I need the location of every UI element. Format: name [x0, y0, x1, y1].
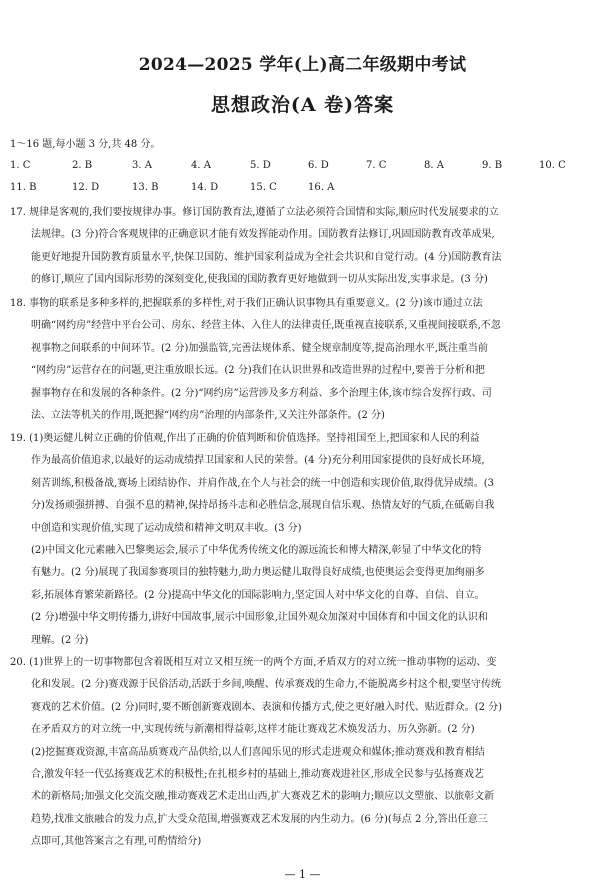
page-number: — 1 — — [284, 868, 321, 881]
answer-item: 15. C — [250, 182, 277, 193]
question-20-answer — [10, 652, 596, 854]
scoring-intro: 1～16 题,每小题 3 分,共 48 分。 — [10, 139, 161, 150]
answer-line: 19. (1)奥运健儿树立正确的价值观,作出了正确的价值判断和价值选择。坚持祖国至上,把国家和人民的利益 — [10, 433, 480, 444]
answer-line: 分)发扬顽强拼搏、自强不息的精神,保持昂扬斗志和必胜信念,展现自信乐观、热情友好的气质,在砥砺自我 — [31, 500, 495, 512]
answer-line: (2)挖掘赛戏资源,丰富高品质赛戏产品供给,以人们喜闻乐见的形式走进观众和媒体;推动赛戏和教育相结 — [31, 746, 485, 758]
answer-line: 中创造和实现价值,实现了运动成绩和精神文明双丰收。(3 分) — [31, 522, 302, 534]
answer-line: 合,激发年轻一代弘扬赛戏艺术的积极性;在扎根乡村的基础上,推动赛戏进社区,形成全民参与弘扬赛戏艺 — [31, 768, 484, 780]
answer-item: 7. C — [366, 160, 387, 171]
answer-line: 有魅力。(2 分)展现了我国参赛项目的独特魅力,助力奥运健儿取得良好成绩,也使奥运会变得更加绚丽多 — [31, 567, 485, 579]
answer-line: 20. (1)世界上的一切事物都包含着既相互对立又相互统一的两个方面,矛盾双方的对立统一推动事物的运动、变 — [10, 657, 497, 668]
question-17-answer — [10, 202, 596, 292]
answer-row-1 — [10, 160, 595, 174]
answer-item: 16. A — [308, 182, 335, 193]
answer-line: 刻苦训练,积极备战,赛场上团结协作、并肩作战,在个人与社会的统一中创造和实现价值,取得优异成绩。(3 — [31, 477, 494, 489]
answer-item: 13. B — [132, 182, 159, 193]
answer-line: 趋势,找准文旅融合的发力点,扩大受众范围,增强赛戏艺术发展的内生动力。(6 分)(每点 2 分,答出任意三 — [31, 813, 488, 825]
answer-line: 彩,拓展体育繁荣新路径。(2 分)提高中华文化的国际影响力,坚定国人对中华文化的自尊、自信、自立。 — [31, 589, 485, 601]
answer-line: (2)中国文化元素融入巴黎奥运会,展示了中华优秀传统文化的源远流长和博大精深,彰显了中华文化的特 — [31, 544, 482, 556]
answer-item: 5. D — [250, 160, 271, 171]
answer-item: 12. D — [72, 182, 100, 193]
exam-subtitle: 思想政治(A 卷)答案 — [210, 94, 395, 116]
exam-title: 2024—2025 学年(上)高二年级期中考试 — [138, 55, 467, 75]
answer-item: 1. C — [10, 160, 31, 171]
answer-line: 能更好地提升国防教育质量水平,快保卫国防、维护国家利益成为全社会共识和自觉行动。(4 分)国防教育法 — [31, 251, 502, 263]
question-18-answer — [10, 293, 596, 427]
answer-item: 10. C — [539, 160, 566, 171]
answer-line: 17. 规律是客观的,我们要按规律办事。修订国防教育法,遵循了立法必须符合国情和实际,顺应时代发展要求的立 — [10, 207, 499, 218]
answer-item: 4. A — [191, 160, 211, 171]
answer-line: 术的新格局;加强文化交流交融,推动赛戏艺术走出山西,扩大赛戏艺术的影响力;顺应以文塑旅、以旅彰文新 — [31, 791, 495, 803]
question-19-answer — [10, 428, 596, 652]
answer-line: 法、立法等机关的作用,既把握“网约房”治理的内部条件,又关注外部条件。(2 分) — [31, 409, 385, 421]
answer-line: (2 分)增强中华文明传播力,讲好中国故事,展示中国形象,让国外观众加深对中国体育和中国文化的认识和 — [31, 612, 488, 624]
answer-line: 握事物存在和发展的各种条件。(2 分)“网约房”运营涉及多方利益、多个治理主体,该市综合发挥行政、司 — [31, 387, 492, 399]
answer-line: 18. 事物的联系是多种多样的,把握联系的多样性,对于我们正确认识事物具有重要意义。(2 分)该市通过立法 — [10, 298, 483, 309]
answer-item: 8. A — [424, 160, 444, 171]
answer-line: 化和发展。(2 分)赛戏源于民俗活动,活跃于乡间,唤醒、传承赛戏的生命力,不能脱离乡村这个根,要坚守传统 — [31, 679, 502, 691]
answer-line: “网约房”运营存在的问题,更注重放眼长远。(2 分)我们在认识世界和改造世界的过程中,要善于分析和把 — [31, 365, 485, 377]
answer-item: 6. D — [308, 160, 329, 171]
answer-row-2 — [10, 182, 595, 196]
answer-item: 2. B — [72, 160, 93, 171]
answer-line: 点即可,其他答案言之有理,可酌情给分) — [31, 836, 202, 848]
answer-item: 3. A — [132, 160, 152, 171]
answer-line: 法规律。(3 分)符合客观规律的正确意识才能有效发挥能动作用。国防教育法修订,巩固国防教育改革成果, — [31, 229, 495, 241]
answer-line: 作为最高价值追求,以最好的运动成绩捍卫国家和人民的荣誉。(4 分)充分利用国家提供的良好成长环境, — [31, 455, 485, 467]
answer-line: 在矛盾双方的对立统一中,实现传统与新潮相得益彰,这样才能让赛戏艺术焕发活力、历久弥新。(2 分) — [31, 724, 475, 736]
answer-item: 14. D — [191, 182, 219, 193]
answer-line: 理解。(2 分) — [31, 634, 89, 646]
answer-line: 的修订,顺应了国内国际形势的深刻变化,使我国的国防教育更好地做到一切从实际出发,实事求是。(3 分) — [31, 274, 488, 286]
answer-line: 赛戏的艺术价值。(2 分)同时,要不断创新赛戏剧本、表演和传播方式,使之更好融入时代、贴近群众。(2 分) — [31, 701, 503, 713]
answer-item: 9. B — [482, 160, 503, 171]
answer-line: 明确“网约房”经营中平台公司、房东、经营主体、入住人的法律责任,既重视直接联系,又重视间接联系,不忽 — [31, 320, 501, 332]
answer-line: 视事物之间联系的中间环节。(2 分)加强监管,完善法规体系、健全规章制度等,提高治理水平,既注重当前 — [31, 342, 488, 354]
answer-item: 11. B — [10, 182, 37, 193]
